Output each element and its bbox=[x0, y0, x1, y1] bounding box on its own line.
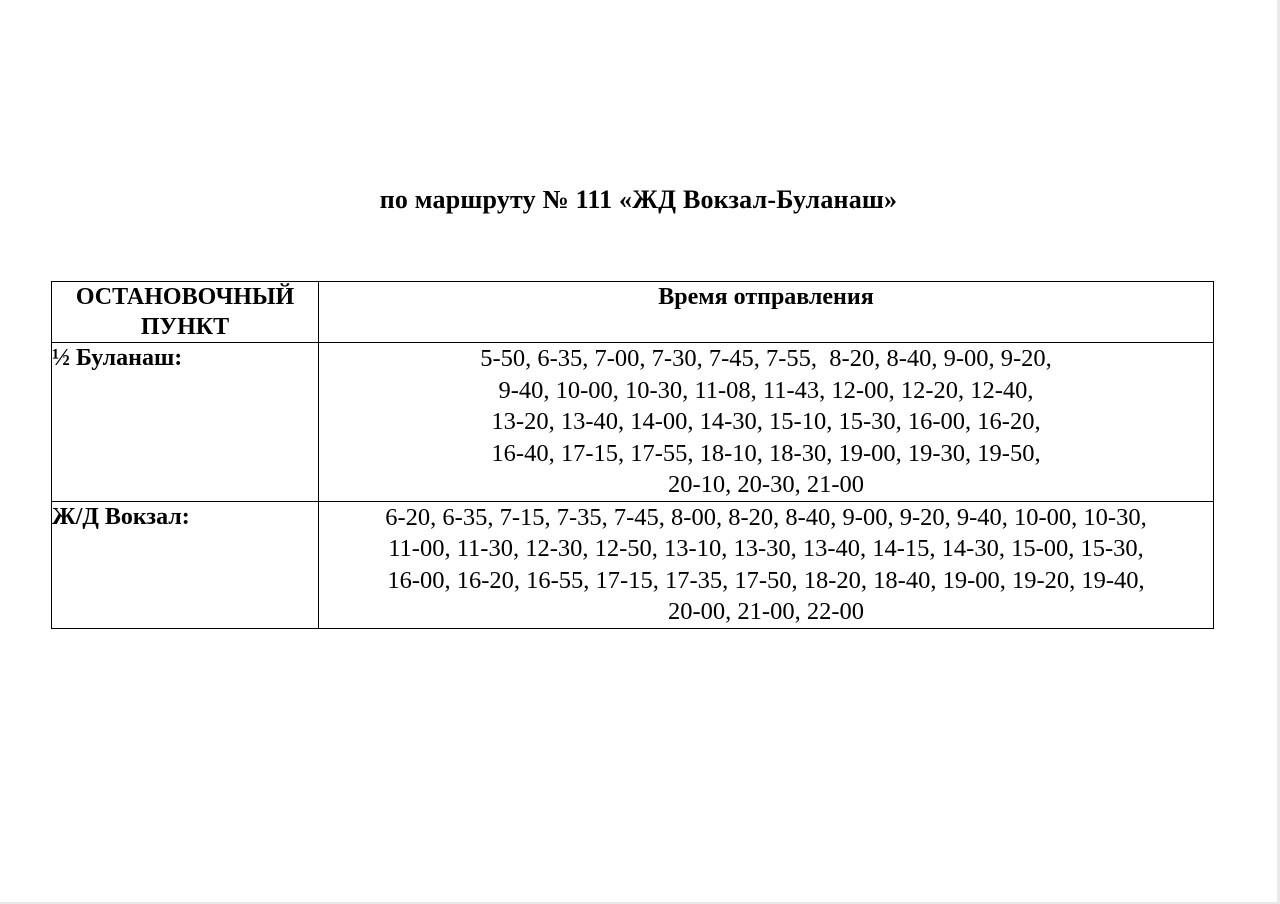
time-line: 9-40, 10-00, 10-30, 11-08, 11-43, 12-00, 12-20, 12-40, bbox=[498, 376, 1034, 404]
table-header-row bbox=[52, 282, 1214, 343]
time-line: 11-00, 11-30, 12-30, 12-50, 13-10, 13-30, 13-40, 14-15, 14-30, 15-00, 15-30, bbox=[388, 535, 1144, 562]
time-line: 6-20, 6-35, 7-15, 7-35, 7-45, 8-00, 8-20, 8-40, 9-00, 9-20, 9-40, 10-00, 10-30, bbox=[385, 503, 1147, 531]
stop-column-header bbox=[52, 282, 319, 343]
time-column-header: Время отправления bbox=[319, 282, 1214, 343]
stop-header-line-1: ОСТАНОВОЧНЫЙ bbox=[75, 284, 295, 310]
table-row bbox=[52, 501, 1214, 628]
time-line: 20-10, 20-30, 21-00 bbox=[668, 471, 864, 498]
table-row bbox=[52, 343, 1214, 502]
time-line: 13-20, 13-40, 14-00, 14-30, 15-10, 15-30, 16-00, 16-20, bbox=[491, 408, 1041, 435]
time-line: 16-00, 16-20, 16-55, 17-15, 17-35, 17-50, 18-20, 18-40, 19-00, 19-20, 19-40, bbox=[387, 566, 1145, 594]
schedule-table bbox=[51, 281, 1214, 629]
time-line: 20-00, 21-00, 22-00 bbox=[668, 598, 864, 625]
departure-times-bulanash bbox=[319, 343, 1214, 502]
departure-times-railway-station bbox=[319, 501, 1214, 628]
stop-name-bulanash: ½ Буланаш: bbox=[52, 343, 319, 502]
time-line: 16-40, 17-15, 17-55, 18-10, 18-30, 19-00, 19-30, 19-50, bbox=[491, 439, 1041, 467]
document-title: по маршруту № 111 «ЖД Вокзал-Буланаш» bbox=[379, 185, 898, 214]
time-line: 5-50, 6-35, 7-00, 7-30, 7-45, 7-55, 8-20, 8-40, 9-00, 9-20, bbox=[480, 345, 1052, 372]
stop-name-railway-station: Ж/Д Вокзал: bbox=[52, 501, 319, 628]
stop-header-line-2: ПУНКТ bbox=[140, 314, 230, 340]
